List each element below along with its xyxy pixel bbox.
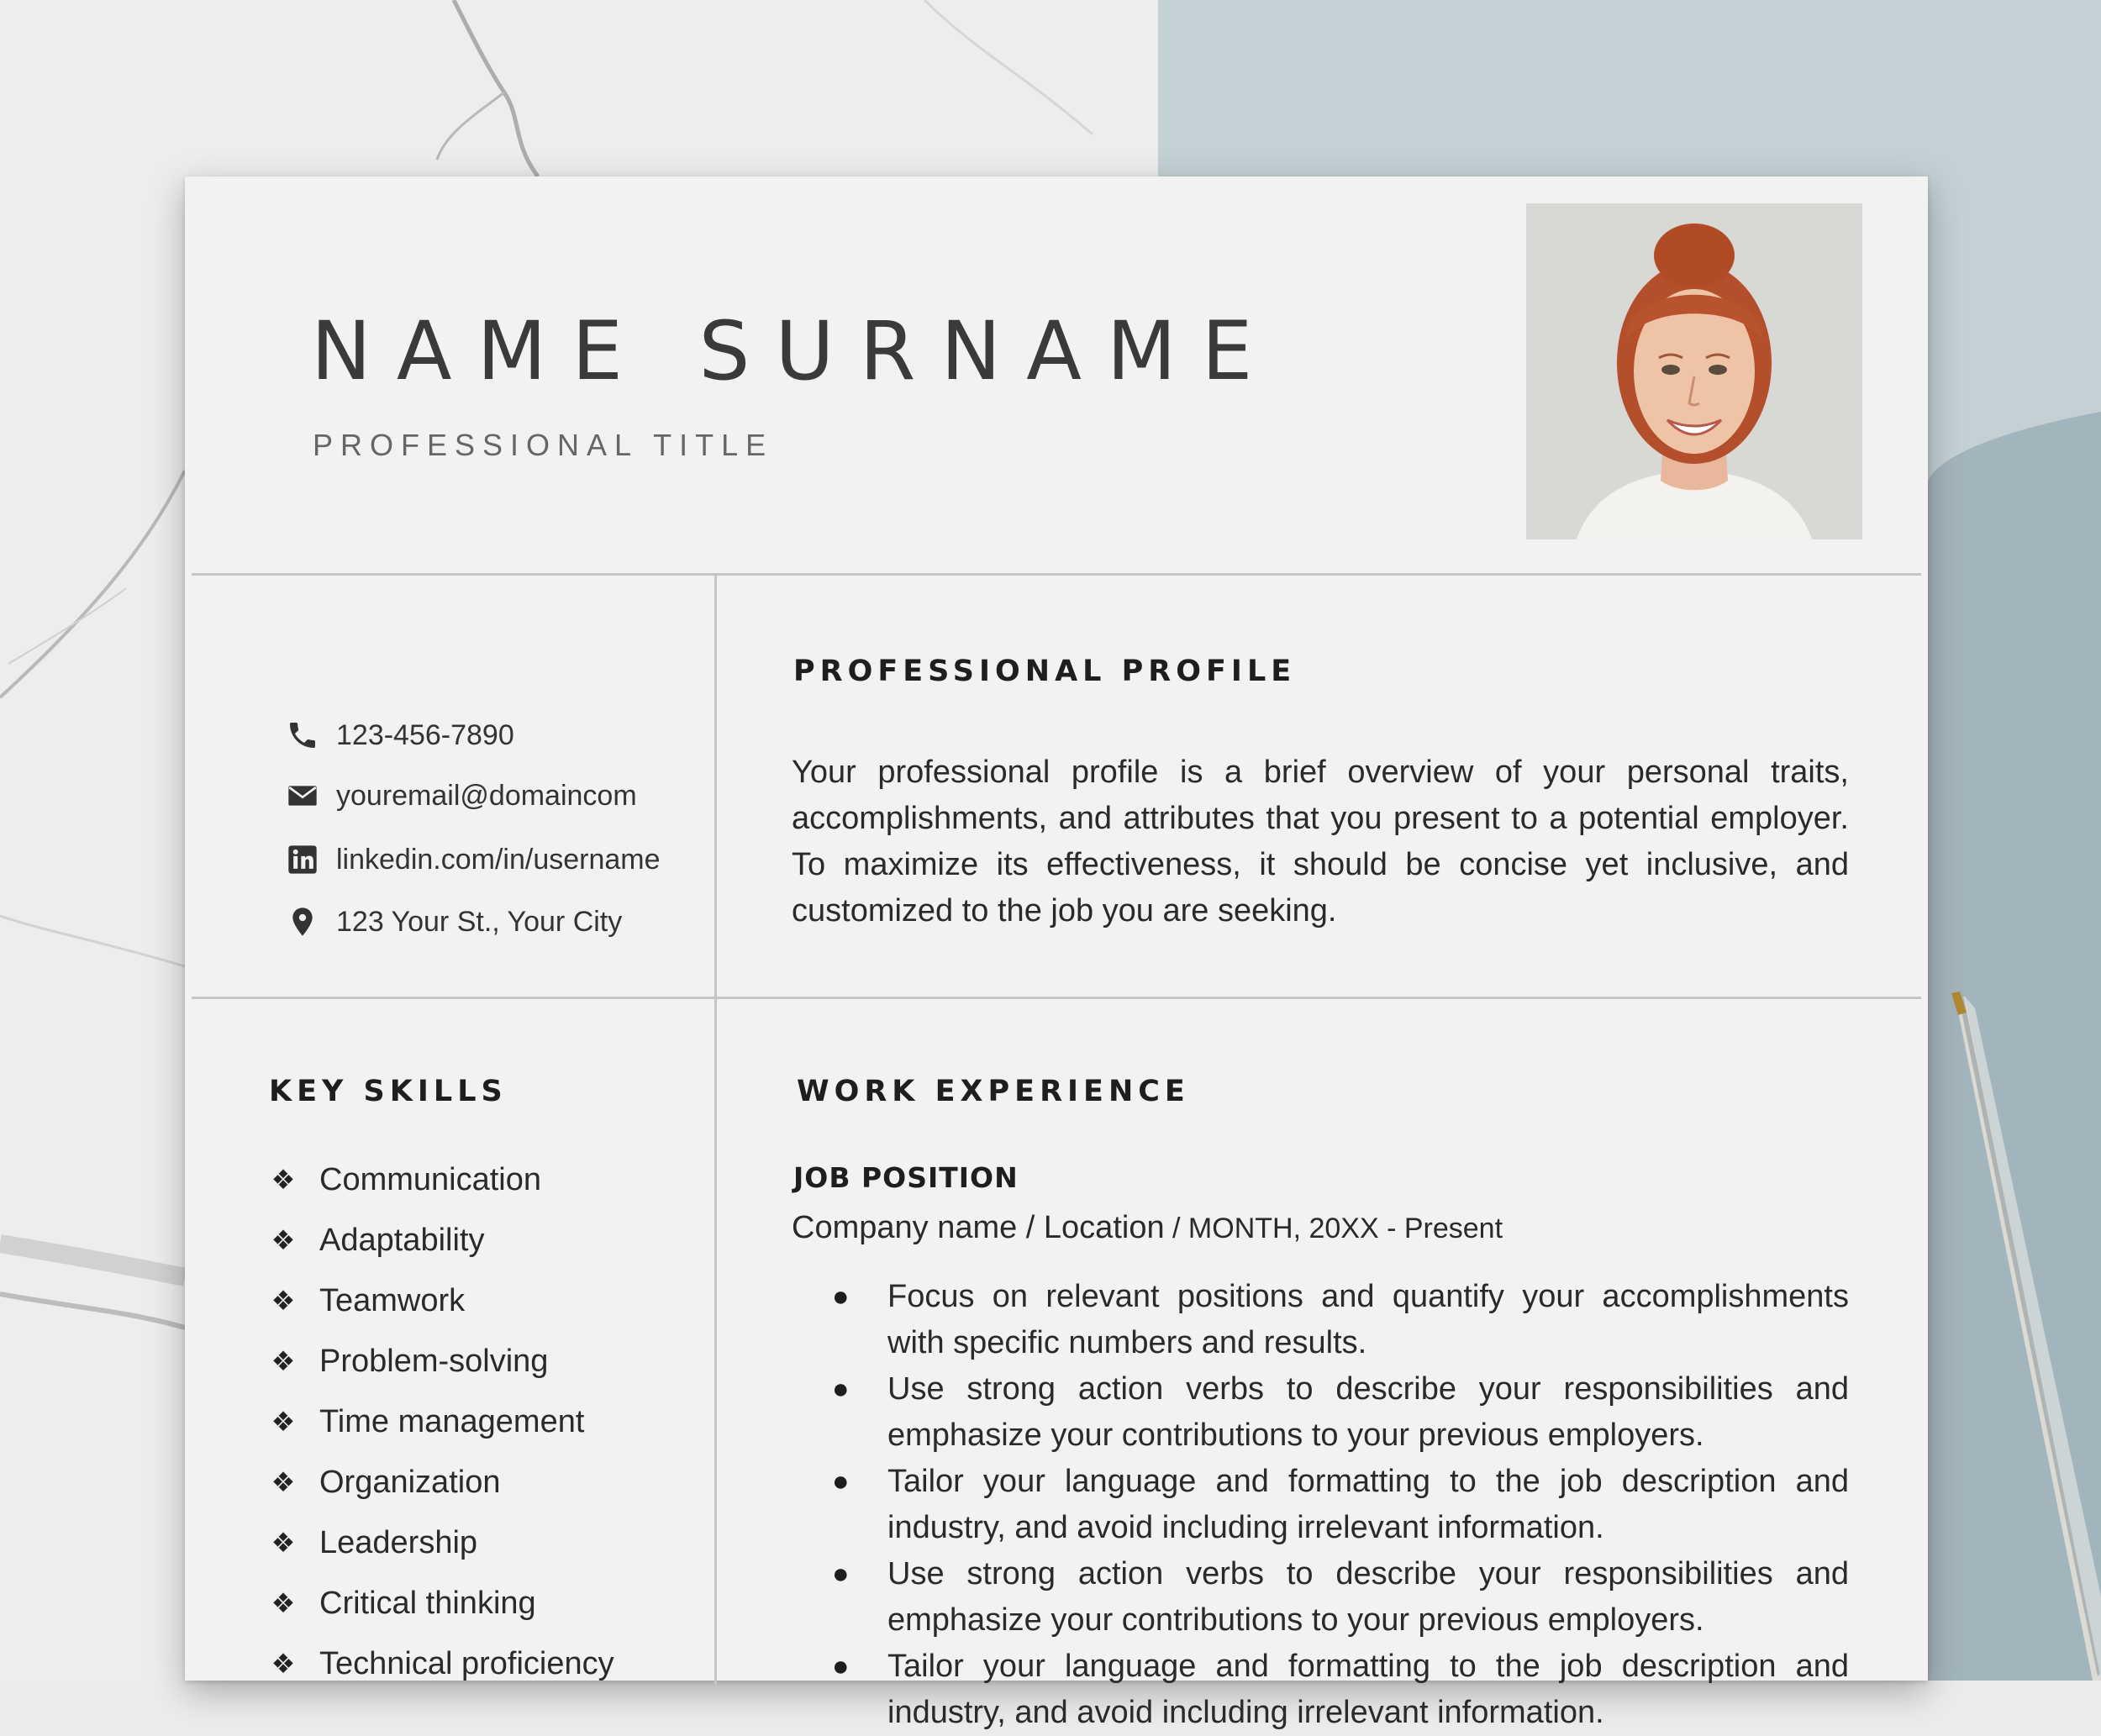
diamond-bullet-icon: ❖ <box>271 1346 296 1376</box>
email-icon <box>284 777 321 814</box>
skill-label: Leadership <box>319 1524 478 1560</box>
list-item <box>832 1274 1849 1366</box>
company-location: Company name / Location <box>792 1210 1165 1245</box>
experience-bullets <box>832 1274 1849 1736</box>
list-item <box>262 1512 682 1573</box>
profile-text: Your professional profile is a brief overview of your personal traits, accomplishments, and attributes that you present to a potential employer. To maximize its effectiveness, it should be concise yet inclusive, and customized to the job you are seeking. <box>792 755 1849 928</box>
skill-label: Time management <box>319 1403 585 1439</box>
location-pin-icon <box>284 903 321 940</box>
skill-label: Critical thinking <box>319 1585 536 1621</box>
profile-heading: PROFESSIONAL PROFILE <box>793 655 1297 688</box>
list-item <box>262 1633 682 1694</box>
contact-phone-text: 123-456-7890 <box>336 718 514 751</box>
bullet-dot-icon: ● <box>832 1373 850 1405</box>
divider-column <box>714 576 717 1685</box>
linkedin-icon <box>284 841 321 878</box>
bullet-text: Use strong action verbs to describe your responsibilities and emphasize your contributions to your previous employers. <box>887 1371 1849 1453</box>
list-item <box>832 1366 1849 1459</box>
skill-label: Technical proficiency <box>319 1645 614 1681</box>
bullet-dot-icon: ● <box>832 1281 850 1313</box>
diamond-bullet-icon: ❖ <box>271 1286 296 1316</box>
skill-label: Communication <box>319 1161 541 1197</box>
list-item <box>262 1331 682 1391</box>
contact-phone[interactable] <box>284 714 514 756</box>
list-item <box>262 1149 682 1210</box>
list-item <box>832 1644 1849 1736</box>
bullet-dot-icon: ● <box>832 1558 850 1590</box>
bullet-text: Tailor your language and formatting to the job description and industry, and avoid including irrelevant information. <box>887 1464 1849 1545</box>
bullet-text: Tailor your language and formatting to the job description and industry, and avoid including irrelevant information. <box>887 1649 1849 1730</box>
contact-linkedin-text: linkedin.com/in/username <box>336 843 661 876</box>
contact-linkedin[interactable] <box>284 839 661 881</box>
contact-address-text: 123 Your St., Your City <box>336 905 623 938</box>
bullet-dot-icon: ● <box>832 1650 850 1682</box>
skill-label: Adaptability <box>319 1222 485 1258</box>
experience-heading: WORK EXPERIENCE <box>797 1075 1190 1108</box>
job-position: JOB POSITION <box>793 1161 1019 1194</box>
list-item <box>262 1573 682 1633</box>
divider-header <box>192 573 1921 576</box>
resume-name: NAME SURNAME <box>311 304 1278 398</box>
diamond-bullet-icon: ❖ <box>271 1528 296 1558</box>
resume-sheet <box>185 176 1928 1730</box>
diamond-bullet-icon: ❖ <box>271 1407 296 1437</box>
diamond-bullet-icon: ❖ <box>271 1225 296 1255</box>
contact-address[interactable] <box>284 901 622 943</box>
diamond-bullet-icon: ❖ <box>271 1649 296 1679</box>
professional-title: PROFESSIONAL TITLE <box>313 428 774 462</box>
list-item <box>262 1210 682 1270</box>
contact-email-text: youremail@domaincom <box>336 779 637 812</box>
contact-email[interactable] <box>284 775 637 817</box>
divider-middle <box>192 997 1921 999</box>
bullet-text: Use strong action verbs to describe your responsibilities and emphasize your contributions to your previous employers. <box>887 1556 1849 1638</box>
employment-dates: / MONTH, 20XX - Present <box>1164 1213 1503 1244</box>
diamond-bullet-icon: ❖ <box>271 1588 296 1618</box>
list-item <box>262 1270 682 1331</box>
company-line <box>792 1210 1503 1246</box>
diamond-bullet-icon: ❖ <box>271 1165 296 1195</box>
bullet-dot-icon: ● <box>832 1465 850 1497</box>
profile-photo <box>1526 203 1862 539</box>
skills-heading: KEY SKILLS <box>269 1075 508 1108</box>
skills-list <box>262 1149 682 1694</box>
skill-label: Teamwork <box>319 1282 466 1318</box>
list-item <box>262 1452 682 1512</box>
skill-label: Organization <box>319 1464 501 1500</box>
skill-label: Problem-solving <box>319 1343 549 1379</box>
diamond-bullet-icon: ❖ <box>271 1467 296 1497</box>
list-item <box>832 1551 1849 1644</box>
list-item <box>262 1391 682 1452</box>
list-item <box>832 1459 1849 1551</box>
bullet-text: Focus on relevant positions and quantify your accomplishments with specific numbers and results. <box>887 1279 1849 1360</box>
phone-icon <box>284 717 321 754</box>
